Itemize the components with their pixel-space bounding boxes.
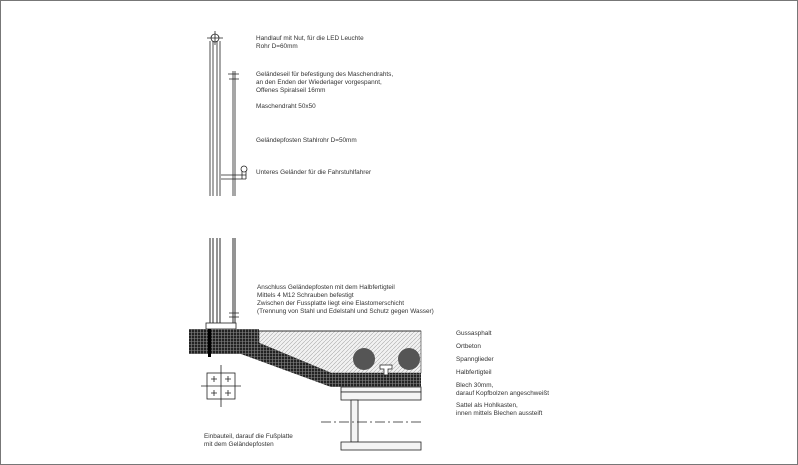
label-einbauteil: Einbauteil, darauf die Fußplatte mit dem Geländepfosten — [204, 433, 293, 448]
tendon — [353, 348, 375, 370]
steel-saddle — [321, 387, 421, 450]
tendon — [398, 348, 420, 370]
label-handlauf: Handlauf mit Nut, für die LED Leuchte Rohr D=60mm — [256, 35, 364, 50]
label-halbfertigteil: Halbfertigteil — [456, 369, 492, 376]
label-gelaendeseil: Geländeseil für befestigung des Maschendrahts, an den Enden der Wiederlager vorgespannt, Offenes Spiralseil 16mm — [256, 71, 394, 94]
break-gap — [201, 196, 241, 238]
label-unteres-gelaender: Unteres Geländer für die Fahrstuhlfahrer — [256, 169, 372, 176]
embedded-plate-detail — [201, 365, 241, 407]
label-maschendraht: Maschendraht 50x50 — [256, 103, 316, 110]
label-ortbeton: Ortbeton — [456, 343, 481, 350]
label-blech: Blech 30mm, darauf Kopfbolzen angeschweißt — [456, 382, 550, 397]
label-gussasphalt: Gussasphalt — [456, 330, 492, 337]
label-spannglieder: Spannglieder — [456, 356, 494, 363]
railing-section-drawing — [1, 1, 797, 464]
label-pfosten: Geländepfosten Stahlrohr D=50mm — [256, 137, 357, 144]
label-anschluss: Anschluss Geländepfosten mit dem Halbfertigteil Mittels 4 M12 Schrauben befestigt Zwischen der Fussplatte liegt eine Elastomerschicht (Trennung von Stahl und Edelstahl und Schutz gegen Wasser) — [257, 284, 434, 315]
label-sattel: Sattel als Hohlkasten, innen mittels Blechen aussteift — [456, 402, 543, 417]
